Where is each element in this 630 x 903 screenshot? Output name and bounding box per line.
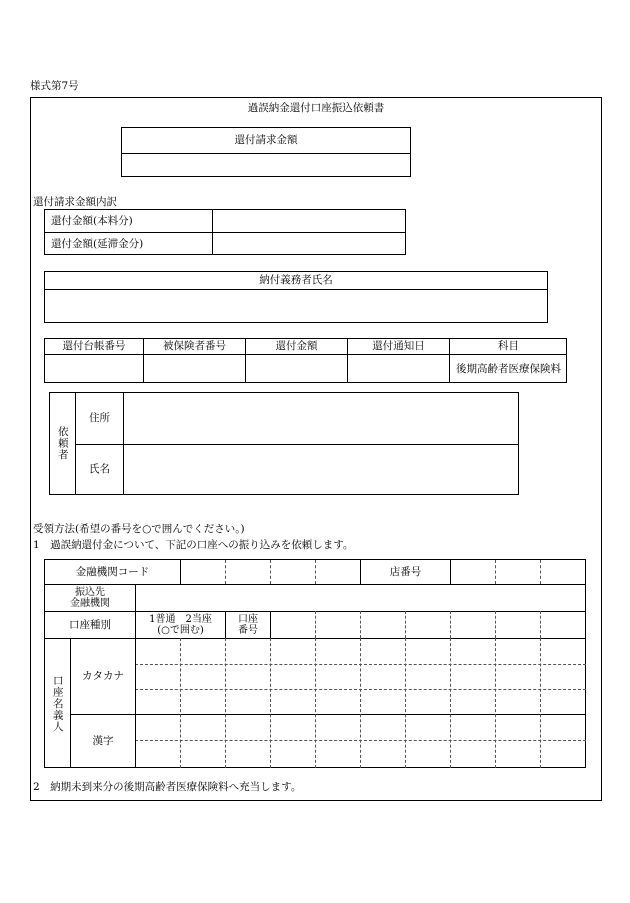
form-title: 過誤納金還付口座振込依頼書 [247, 101, 385, 114]
katakana-name-field[interactable] [136, 639, 586, 714]
destination-label-line1: 振込先 [75, 586, 105, 598]
account-holder-label: 口座名義人 [51, 674, 64, 733]
destination-institution-label [45, 585, 135, 611]
institution-code-field[interactable] [181, 560, 360, 584]
account-number-label [226, 612, 270, 638]
address-field[interactable] [128, 393, 518, 444]
breakdown-principal-label: 還付金額(本料分) [51, 214, 133, 227]
branch-number-label: 店番号 [389, 565, 422, 578]
header-insured-number: 被保険者番号 [163, 340, 226, 353]
header-refund-amount: 還付金額 [275, 340, 318, 353]
account-number-label-line1: 口座 [238, 613, 258, 625]
bank-table [44, 559, 586, 768]
refund-details-table [44, 338, 567, 383]
refund-amount-cell[interactable] [246, 355, 347, 383]
refund-ledger-number-field[interactable] [45, 355, 143, 383]
receipt-option-1[interactable]: 1 過誤納還付金について、下記の口座への振り込みを依頼します。 [33, 539, 354, 551]
taxpayer-label: 納付義務者氏名 [259, 274, 333, 287]
name-label: 氏名 [89, 463, 110, 476]
kanji-name-field[interactable] [136, 715, 586, 768]
requester-label: 依頼者 [56, 426, 69, 461]
form-number: 様式第7号 [30, 80, 79, 92]
breakdown-late-fee-label: 還付金額(延滞金分) [51, 237, 144, 250]
header-subject: 科目 [498, 340, 519, 353]
taxpayer-field[interactable] [45, 290, 547, 323]
account-type-choices: 1普通 2当座 [149, 613, 212, 625]
kanji-label: 漢字 [92, 735, 114, 748]
taxpayer-box [44, 271, 548, 323]
destination-label-line2: 金融機関 [70, 598, 110, 609]
insured-number-field[interactable] [144, 355, 245, 383]
refund-amount-box [121, 127, 411, 177]
breakdown-heading: 還付請求金額内訳 [33, 196, 117, 208]
header-refund-ledger-number: 還付台帳番号 [62, 340, 126, 353]
institution-code-label: 金融機関コード [75, 565, 150, 578]
account-type-note: (○で囲む) [157, 625, 204, 636]
account-type-label: 口座種別 [69, 618, 111, 631]
destination-institution-field[interactable] [136, 585, 586, 611]
header-refund-notice-date: 還付通知日 [372, 340, 425, 353]
breakdown-table [44, 209, 406, 255]
name-field[interactable] [128, 445, 518, 494]
katakana-label: カタカナ [82, 670, 124, 683]
subject-value: 後期高齢者医療保険料 [456, 362, 561, 375]
refund-amount-field[interactable] [122, 154, 410, 177]
refund-notice-date-field[interactable] [348, 355, 449, 383]
receipt-option-2[interactable]: 2 納期未到来分の後期高齢者医療保険料へ充当します。 [33, 781, 302, 793]
requester-box [49, 392, 519, 495]
account-number-label-line2: 番号 [238, 625, 258, 636]
address-label: 住所 [89, 412, 110, 425]
refund-amount-label: 還付請求金額 [234, 134, 298, 147]
receipt-method-instruction: 受領方法(希望の番号を○で囲んでください。) [33, 523, 245, 535]
account-type-options[interactable] [136, 612, 225, 638]
account-number-field[interactable] [271, 612, 586, 638]
branch-number-field[interactable] [451, 560, 586, 584]
